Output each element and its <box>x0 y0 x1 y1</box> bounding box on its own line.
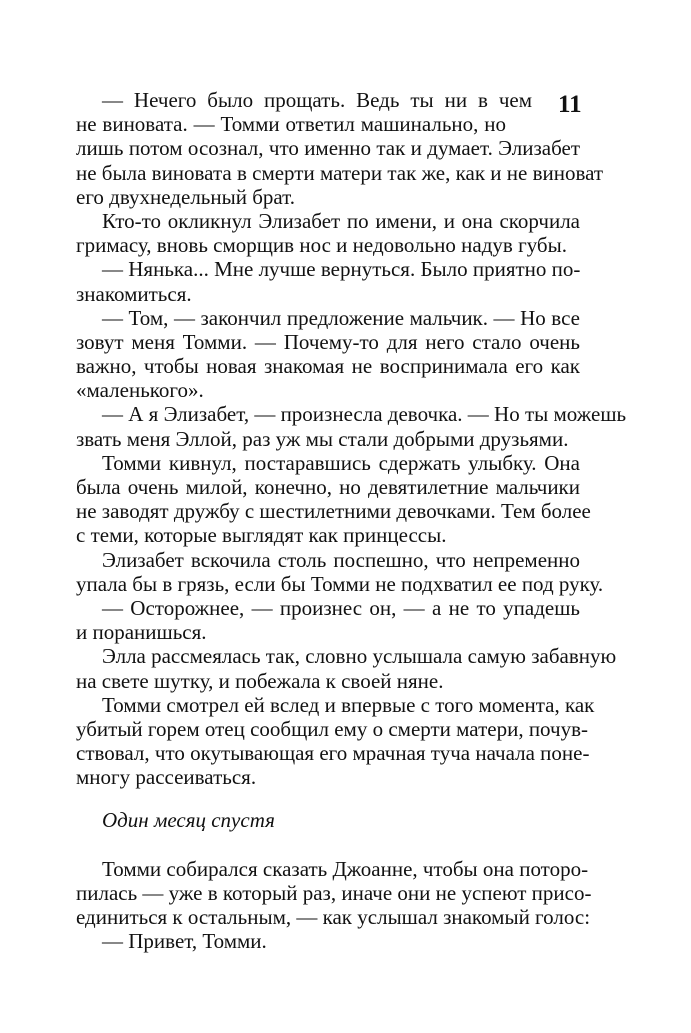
text-line: не заводят дружбу с шестилетними девочками. Тем более <box>76 499 591 524</box>
text-line: «маленького». <box>76 378 204 403</box>
text-line: Томми смотрел ей вслед и впервые с того момента, как <box>102 692 595 717</box>
text-line: ствовал, что окутывающая его мрачная туча начала поне- <box>76 741 590 766</box>
text-line: звать меня Эллой, раз уж мы стали добрыми друзьями. <box>76 426 569 451</box>
text-line: — Привет, Томми. <box>102 929 267 954</box>
text-line: лишь потом осознал, что именно так и думает. Элизабет <box>76 136 580 161</box>
section-heading: Один месяц спустя <box>102 808 275 833</box>
text-line: упала бы в грязь, если бы Томми не подхватил ее под руку. <box>76 571 604 596</box>
text-line: пилась — уже в который раз, иначе они не успеют присо- <box>76 880 592 905</box>
text-line: знакомиться. <box>76 281 192 306</box>
text-line: гримасу, вновь сморщив нос и недовольно надув губы. <box>76 233 567 258</box>
text-line: единиться к остальным, — как услышал знакомый голос: <box>76 905 591 929</box>
text-line: Элла рассмеялась так, словно услышала самую забавную <box>102 644 617 669</box>
text-line: — Том, — закончил предложение мальчик. — Но все <box>102 305 580 330</box>
text-line: на свете шутку, и побежала к своей няне. <box>76 668 444 693</box>
text-line: убитый горем отец сообщил ему о смерти матери, почув- <box>76 716 588 741</box>
text-line: — А я Элизабет, — произнесла девочка. — Но ты можешь <box>102 402 627 427</box>
text-line: — Осторожнее, — произнес он, — а не то упадешь <box>102 595 580 620</box>
text-line: с теми, которые выглядят как принцессы. <box>76 523 447 548</box>
text-line: и поранишься. <box>76 620 207 645</box>
text-line: Томми кивнул, постаравшись сдержать улыбку. Она <box>102 450 580 475</box>
page-number: 11 <box>558 91 582 118</box>
body-text <box>76 88 627 954</box>
text-line: — Нечего было прощать. Ведь ты ни в чем <box>102 88 532 112</box>
text-line: его двухнедельный брат. <box>76 184 296 209</box>
text-line: Элизабет вскочила столь поспешно, что непременно <box>102 547 580 572</box>
text-line: не виновата. — Томми ответил машинально, но <box>76 112 506 137</box>
text-line: была очень милой, конечно, но девятилетние мальчики <box>76 475 580 499</box>
text-line: важно, чтобы новая знакомая не воспринимала его как <box>76 354 580 379</box>
text-line: зовут меня Томми. — Почему-то для него стало очень <box>76 329 580 354</box>
text-line: не была виновата в смерти матери так же, как и не виноват <box>76 160 604 185</box>
text-line: многу рассеиваться. <box>76 765 257 790</box>
text-line: Кто-то окликнул Элизабет по имени, и она скорчила <box>102 208 580 233</box>
text-line: Томми собирался сказать Джоанне, чтобы она поторо- <box>102 856 589 881</box>
text-line: — Нянька... Мне лучше вернуться. Было приятно по- <box>102 257 581 282</box>
